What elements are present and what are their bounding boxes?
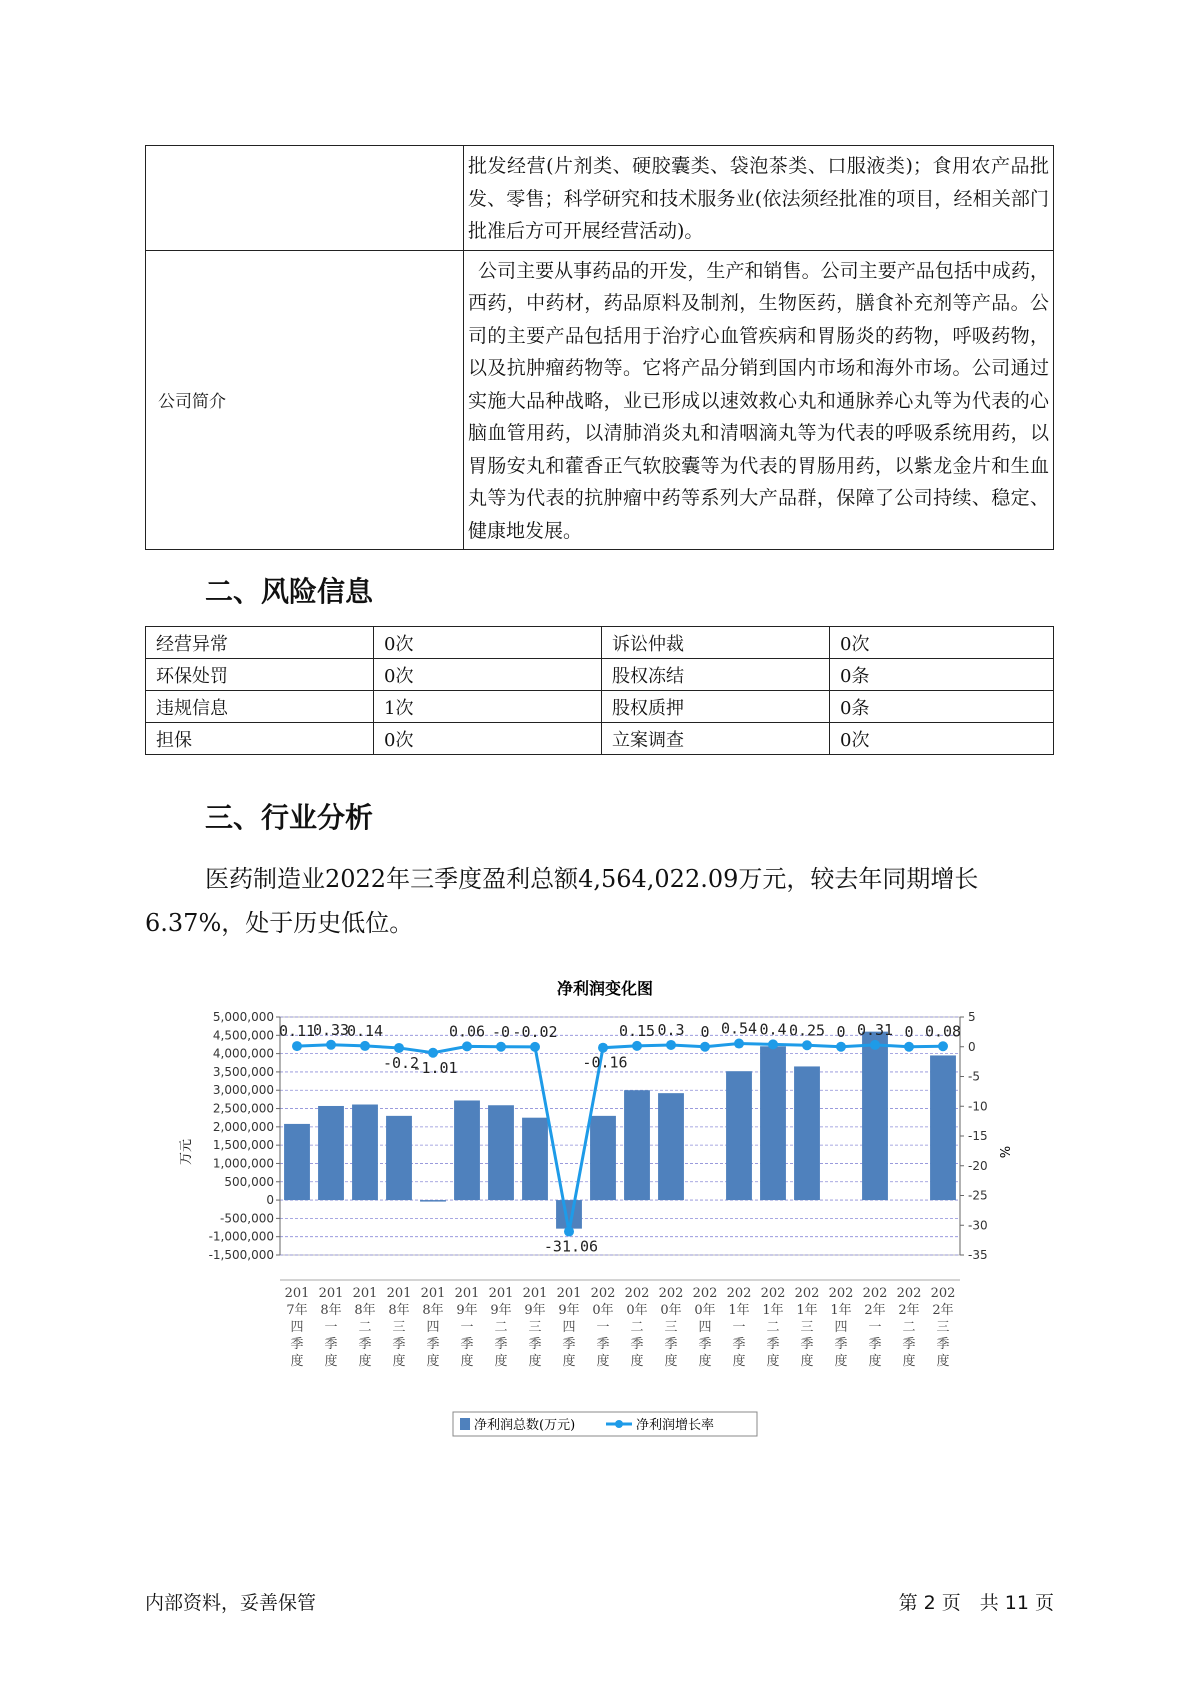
- risk-label: 担保: [146, 723, 374, 755]
- bar: [658, 1093, 684, 1200]
- x-tick-label-line: 202: [760, 1286, 786, 1301]
- chart-title: 净利润变化图: [556, 979, 654, 998]
- x-tick-label-line: 季: [460, 1337, 474, 1352]
- data-label: 0.14: [346, 1021, 384, 1040]
- y-tick-label: 3,000,000: [212, 1083, 274, 1098]
- company-profile-text: 公司主要从事药品的开发，生产和销售。公司主要产品包括中成药，西药，中药材，药品原料及制剂，生物医药，膳食补充剂等产品。公司的主要产品包括用于治疗心血管疾病和胃肠炎的药物，呼吸药物，以及抗肿瘤药物等。它将产品分销到国内市场和海外市场。公司通过实施大品种战略，业已形成以速效救心丸和通脉养心丸等为代表的心脑血管用药，以清肺消炎丸和清咽滴丸等为代表的呼吸系统用药，以胃肠安丸和藿香正气软胶囊等为代表的胃肠用药，以紫龙金片和生血丸等为代表的抗肿瘤中药等系列大产品群，保障了公司持续、稳定、健康地发展。: [464, 250, 1054, 550]
- x-tick-label-line: 8年: [320, 1303, 342, 1318]
- data-label: 0.11: [278, 1022, 316, 1041]
- bar: [760, 1046, 786, 1200]
- x-tick-label-line: 202: [624, 1286, 650, 1301]
- x-tick-label-line: 201: [556, 1286, 582, 1301]
- x-tick-label-line: 1年: [762, 1303, 784, 1318]
- x-tick-label-line: 四: [562, 1320, 576, 1335]
- x-tick-label: [897, 1286, 922, 1369]
- y-tick-label: 4,000,000: [212, 1046, 274, 1061]
- section-heading-risk: 二、风险信息: [205, 575, 374, 608]
- x-tick-label-line: 202: [828, 1286, 854, 1301]
- x-tick-label: [693, 1286, 718, 1369]
- risk-label: 经营异常: [146, 627, 374, 659]
- footer-page-number: 第 2 页 共 11 页: [898, 1592, 1054, 1614]
- x-tick-label-line: 8年: [354, 1303, 376, 1318]
- x-tick-label-line: 202: [658, 1286, 684, 1301]
- legend-line-label: 净利润增长率: [636, 1418, 715, 1433]
- x-tick-label-line: 0年: [592, 1303, 614, 1318]
- x-tick-label-line: 一: [460, 1320, 474, 1335]
- y2-tick-label: 5: [968, 1010, 976, 1024]
- y-tick-label: -500,000: [220, 1211, 274, 1226]
- x-tick-label-line: 二: [766, 1320, 780, 1335]
- data-label: 0: [904, 1022, 914, 1041]
- growth-point: [530, 1042, 540, 1052]
- x-tick-label: [795, 1286, 820, 1369]
- x-tick-label-line: 季: [902, 1337, 916, 1352]
- x-tick-label-line: 度: [528, 1354, 542, 1369]
- x-tick-label-line: 201: [488, 1286, 514, 1301]
- growth-point: [802, 1040, 812, 1050]
- bar: [590, 1116, 616, 1200]
- x-tick-label-line: 2年: [898, 1303, 920, 1318]
- risk-value: 0次: [374, 723, 602, 755]
- data-label: 0.4: [759, 1020, 787, 1039]
- growth-point: [326, 1040, 336, 1050]
- x-tick-label: [591, 1286, 616, 1369]
- x-tick-label-line: 202: [930, 1286, 956, 1301]
- x-tick-label-line: 0年: [660, 1303, 682, 1318]
- x-tick-label-line: 季: [494, 1337, 508, 1352]
- risk-value: 0次: [374, 659, 602, 691]
- data-label: -31.06: [543, 1237, 599, 1256]
- x-tick-label-line: 9年: [456, 1303, 478, 1318]
- x-tick-label-line: 三: [800, 1320, 814, 1335]
- x-tick-label-line: 度: [324, 1354, 338, 1369]
- x-tick-label-line: 季: [868, 1337, 882, 1352]
- risk-value: 0次: [830, 627, 1054, 659]
- x-tick-label-line: 度: [664, 1354, 678, 1369]
- x-tick-label-line: 8年: [422, 1303, 444, 1318]
- y2-tick-label: -5: [968, 1069, 980, 1084]
- legend-line-marker: [615, 1420, 623, 1428]
- x-tick-label-line: 季: [630, 1337, 644, 1352]
- x-tick-label-line: 201: [420, 1286, 446, 1301]
- plot-area: [280, 1017, 960, 1255]
- x-tick-label-line: 一: [596, 1320, 610, 1335]
- x-tick-label: [761, 1286, 786, 1369]
- growth-point: [666, 1040, 676, 1050]
- y-tick-label: 3,500,000: [212, 1064, 274, 1079]
- growth-point: [496, 1042, 506, 1052]
- growth-point: [428, 1048, 438, 1058]
- x-tick-label-line: 季: [936, 1337, 950, 1352]
- table-row: [146, 723, 1054, 755]
- x-tick-label-line: 201: [352, 1286, 378, 1301]
- x-tick-label-line: 季: [800, 1337, 814, 1352]
- x-tick-label-line: 1年: [830, 1303, 852, 1318]
- table-row: [146, 659, 1054, 691]
- x-tick-label-line: 二: [358, 1320, 372, 1335]
- table-row: [146, 146, 1054, 251]
- y2-tick-label: -35: [968, 1248, 988, 1262]
- risk-label: 立案调查: [602, 723, 830, 755]
- x-tick-label-line: 度: [698, 1354, 712, 1369]
- x-tick-label-line: 度: [596, 1354, 610, 1369]
- row-label: 公司简介: [146, 250, 464, 550]
- x-tick-label-line: 202: [862, 1286, 888, 1301]
- x-tick-label: [421, 1286, 446, 1369]
- x-tick-label-line: 度: [868, 1354, 882, 1369]
- bar: [386, 1116, 412, 1200]
- y-tick-label: -1,500,000: [208, 1248, 274, 1262]
- x-tick-label: [625, 1286, 650, 1369]
- x-tick-label-line: 201: [522, 1286, 548, 1301]
- x-tick-label-line: 三: [392, 1320, 406, 1335]
- x-tick-label-line: 201: [284, 1286, 310, 1301]
- data-label: 0.06: [448, 1022, 486, 1041]
- x-tick-label-line: 一: [868, 1320, 882, 1335]
- x-tick-label-line: 季: [596, 1337, 610, 1352]
- x-tick-label-line: 度: [834, 1354, 848, 1369]
- bar: [726, 1071, 752, 1200]
- growth-point: [564, 1227, 574, 1237]
- x-tick-label-line: 202: [726, 1286, 752, 1301]
- bar: [420, 1200, 446, 1202]
- business-scope-text: 批发经营(片剂类、硬胶囊类、袋泡茶类、口服液类)；食用农产品批发、零售；科学研究和技术服务业(依法须经批准的项目，经相关部门批准后方可开展经营活动)。: [464, 146, 1054, 251]
- section-heading-industry: 三、行业分析: [205, 801, 374, 834]
- x-tick-label-line: 季: [732, 1337, 746, 1352]
- x-tick-label-line: 二: [902, 1320, 916, 1335]
- x-tick-label-line: 8年: [388, 1303, 410, 1318]
- growth-point: [870, 1040, 880, 1050]
- data-label: 0.08: [924, 1022, 962, 1041]
- y2-tick-label: -10: [968, 1099, 988, 1114]
- chart-grid: [280, 1017, 960, 1255]
- y-axis-label: 万元: [179, 1138, 194, 1166]
- x-tick-label-line: 9年: [490, 1303, 512, 1318]
- growth-point: [360, 1041, 370, 1051]
- risk-label: 诉讼仲裁: [602, 627, 830, 659]
- x-tick-label: [455, 1286, 480, 1369]
- y-tick-label: 500,000: [224, 1174, 274, 1189]
- x-tick-label: [319, 1286, 344, 1369]
- growth-point: [598, 1043, 608, 1053]
- x-tick-label-line: 二: [630, 1320, 644, 1335]
- bar: [454, 1100, 480, 1200]
- x-tick-label-line: 季: [426, 1337, 440, 1352]
- x-tick-label-line: 季: [324, 1337, 338, 1352]
- bar: [794, 1066, 820, 1200]
- x-tick-label-line: 度: [290, 1354, 304, 1369]
- line-series: [279, 1020, 961, 1256]
- growth-point: [394, 1043, 404, 1053]
- x-tick-label-line: 度: [494, 1354, 508, 1369]
- footer-confidential: 内部资料，妥善保管: [145, 1592, 317, 1614]
- x-tick-label-line: 度: [800, 1354, 814, 1369]
- bar: [862, 1032, 888, 1200]
- x-tick-label: [931, 1286, 956, 1369]
- growth-point: [632, 1041, 642, 1051]
- x-tick-label-line: 一: [324, 1320, 338, 1335]
- table-row: [146, 627, 1054, 659]
- x-tick-label-line: 二: [494, 1320, 508, 1335]
- x-tick-label: [727, 1286, 752, 1369]
- x-tick-label-line: 1年: [796, 1303, 818, 1318]
- x-tick-label-line: 度: [766, 1354, 780, 1369]
- y-tick-label: 1,500,000: [212, 1138, 274, 1153]
- data-label: 0.54: [720, 1019, 758, 1038]
- data-label: -0.2: [382, 1053, 420, 1072]
- company-info-table: [145, 145, 1054, 550]
- data-label: 0.31: [856, 1020, 894, 1039]
- x-tick-label-line: 度: [732, 1354, 746, 1369]
- x-tick-label-line: 0年: [626, 1303, 648, 1318]
- x-tick-label-line: 季: [290, 1337, 304, 1352]
- growth-point: [292, 1041, 302, 1051]
- y2-tick-label: 0: [968, 1039, 976, 1054]
- risk-label: 股权冻结: [602, 659, 830, 691]
- x-tick-label-line: 四: [834, 1320, 848, 1335]
- risk-label: 违规信息: [146, 691, 374, 723]
- y-tick-label: 5,000,000: [212, 1010, 274, 1024]
- x-tick-label-line: 9年: [558, 1303, 580, 1318]
- data-label: 0: [700, 1022, 710, 1041]
- x-tick-label-line: 202: [896, 1286, 922, 1301]
- x-tick-label-line: 0年: [694, 1303, 716, 1318]
- y2-tick-label: -20: [968, 1158, 988, 1173]
- growth-point: [768, 1039, 778, 1049]
- x-tick-label-line: 201: [386, 1286, 412, 1301]
- y2-tick-label: -30: [968, 1218, 988, 1233]
- x-tick-label-line: 度: [392, 1354, 406, 1369]
- x-tick-label-line: 7年: [286, 1303, 308, 1318]
- x-axis-labels: [280, 1280, 960, 1369]
- table-row: [146, 250, 1054, 550]
- x-tick-label-line: 四: [426, 1320, 440, 1335]
- x-tick-label-line: 202: [692, 1286, 718, 1301]
- x-tick-label: [523, 1286, 548, 1369]
- table-row: [146, 691, 1054, 723]
- chart-legend: [453, 1412, 757, 1436]
- risk-value: 0次: [374, 627, 602, 659]
- risk-label: 环保处罚: [146, 659, 374, 691]
- row-label: [146, 146, 464, 251]
- x-tick-label: [863, 1286, 888, 1369]
- x-tick-label-line: 度: [562, 1354, 576, 1369]
- growth-point: [734, 1039, 744, 1049]
- bar: [318, 1106, 344, 1200]
- bar: [352, 1105, 378, 1201]
- x-tick-label-line: 度: [358, 1354, 372, 1369]
- x-tick-label-line: 2年: [932, 1303, 954, 1318]
- y-tick-label: -1,000,000: [208, 1229, 274, 1244]
- data-label: 0.3: [657, 1020, 685, 1039]
- data-label: -0: [491, 1022, 511, 1041]
- risk-value: 0条: [830, 659, 1054, 691]
- x-tick-label-line: 度: [936, 1354, 950, 1369]
- y-tick-label: 2,000,000: [212, 1119, 274, 1134]
- x-tick-label-line: 季: [766, 1337, 780, 1352]
- x-tick-label-line: 三: [936, 1320, 950, 1335]
- x-tick-label-line: 度: [460, 1354, 474, 1369]
- data-label: 0.15: [618, 1021, 656, 1040]
- x-tick-label-line: 季: [528, 1337, 542, 1352]
- x-tick-label-line: 度: [902, 1354, 916, 1369]
- data-label: 0.25: [788, 1021, 826, 1040]
- growth-point: [700, 1042, 710, 1052]
- bar: [522, 1118, 548, 1200]
- growth-point: [836, 1042, 846, 1052]
- bar: [284, 1124, 310, 1200]
- x-tick-label-line: 四: [290, 1320, 304, 1335]
- y-tick-label: 1,000,000: [212, 1156, 274, 1171]
- y2-tick-label: -15: [968, 1129, 988, 1143]
- x-tick-label-line: 一: [732, 1320, 746, 1335]
- x-tick-label-line: 度: [426, 1354, 440, 1369]
- x-tick-label-line: 度: [630, 1354, 644, 1369]
- x-tick-label-line: 9年: [524, 1303, 546, 1318]
- bar: [930, 1055, 956, 1200]
- y2-tick-label: -25: [968, 1188, 988, 1203]
- x-tick-label-line: 季: [664, 1337, 678, 1352]
- x-tick-label: [387, 1286, 412, 1369]
- x-tick-label-line: 201: [454, 1286, 480, 1301]
- bar: [624, 1090, 650, 1200]
- x-tick-label-line: 季: [358, 1337, 372, 1352]
- industry-analysis-paragraph: 医药制造业2022年三季度盈利总额4,564,022.09万元，较去年同期增长6.37%，处于历史低位。: [145, 865, 979, 937]
- x-tick-label: [659, 1286, 684, 1369]
- x-tick-label-line: 季: [392, 1337, 406, 1352]
- risk-value: 0次: [830, 723, 1054, 755]
- x-tick-label: [829, 1286, 854, 1369]
- x-tick-label: [285, 1286, 310, 1369]
- y-tick-label: 2,500,000: [212, 1101, 274, 1116]
- x-tick-label-line: 四: [698, 1320, 712, 1335]
- net-profit-chart: [170, 972, 1040, 1442]
- risk-value: 0条: [830, 691, 1054, 723]
- bar: [488, 1105, 514, 1200]
- legend-bar-swatch: [460, 1418, 470, 1430]
- x-tick-label-line: 202: [590, 1286, 616, 1301]
- growth-point: [462, 1041, 472, 1051]
- x-tick-label-line: 2年: [864, 1303, 886, 1318]
- x-tick-label-line: 三: [528, 1320, 542, 1335]
- data-label: -1.01: [412, 1058, 458, 1077]
- growth-point: [904, 1042, 914, 1052]
- data-label: -0.16: [582, 1053, 628, 1072]
- x-tick-label-line: 季: [698, 1337, 712, 1352]
- legend-bar-label: 净利润总数(万元): [474, 1418, 576, 1433]
- x-tick-label: [557, 1286, 582, 1369]
- data-label: 0: [836, 1022, 846, 1041]
- x-tick-label: [353, 1286, 378, 1369]
- x-tick-label-line: 季: [834, 1337, 848, 1352]
- risk-label: 股权质押: [602, 691, 830, 723]
- y2-axis-label: %: [996, 1145, 1011, 1159]
- y-tick-label: 0: [266, 1193, 274, 1208]
- data-label: -0.02: [512, 1022, 558, 1041]
- risk-info-table: [145, 626, 1054, 755]
- growth-point: [938, 1041, 948, 1051]
- x-tick-label-line: 201: [318, 1286, 344, 1301]
- x-tick-label-line: 202: [794, 1286, 820, 1301]
- x-tick-label-line: 三: [664, 1320, 678, 1335]
- x-tick-label-line: 1年: [728, 1303, 750, 1318]
- x-tick-label: [489, 1286, 514, 1369]
- data-label: 0.33: [312, 1020, 350, 1039]
- y-tick-label: 4,500,000: [212, 1028, 274, 1043]
- x-tick-label-line: 季: [562, 1337, 576, 1352]
- risk-value: 1次: [374, 691, 602, 723]
